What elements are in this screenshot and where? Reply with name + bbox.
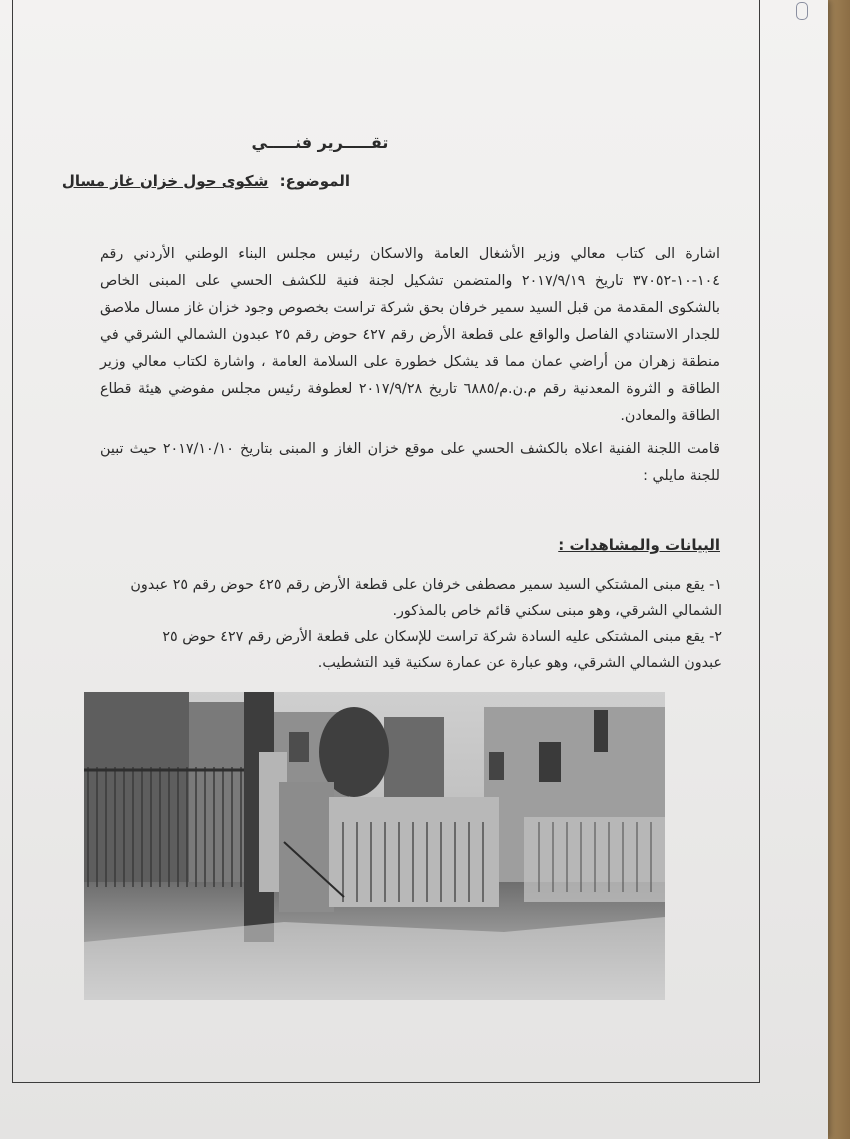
paragraph-intro: اشارة الى كتاب معالي وزير الأشغال العامة والاسكان رئيس مجلس البناء الوطني الأردني رقم ١٠٤-١٠-٣٧٠٥٢ تاريخ ٢٠١٧/٩/١٩ والمتضمن تشكيل لجنة فنية للكشف الحسي على المبنى الخاص بالشكوى المقدمة من قبل السيد سمير خرفان بحق شركة تراست بخصوص وجود خزان غاز مسال ملاصق للجدار الاستنادي الفاصل والواقع على قطعة الأرض رقم ٤٢٧ حوض رقم ٢٥ عبدون الشمالي الشرقي في منطقة زهران من أراضي عمان مما قد يشكل خطورة على السلامة العامة ، واشارة لكتاب معالي وزير الطاقة و الثروة المعدنية رقم م.ن.م/٦٨٨٥ تاريخ ٢٠١٧/٩/٢٨ لعطوفة رئيس مجلس مفوضي هيئة قطاع الطاقة والمعادن.	[100, 246, 720, 424]
site-photo	[84, 692, 665, 1000]
observations-list	[122, 572, 722, 676]
subject-label: الموضوع:	[279, 172, 350, 190]
list-item: ٢- يقع مبنى المشتكى عليه السادة شركة تراست للإسكان على قطعة الأرض رقم ٤٢٧ حوض ٢٥ عبدون الشمالي الشرقي، وهو عبارة عن عمارة سكنية قيد التشطيب.	[162, 629, 722, 671]
subject-text: شكوى حول خزان غاز مسال	[61, 172, 269, 190]
report-title: تقـــــرير فنـــــي	[251, 133, 389, 152]
paperclip-icon	[796, 2, 808, 20]
section-heading: البيانات والمشاهدات :	[558, 536, 720, 554]
list-item: ١- يقع مبنى المشتكي السيد سمير مصطفى خرفان على قطعة الأرض رقم ٤٢٥ حوض رقم ٢٥ عبدون الشمالي الشرقي، وهو مبنى سكني قائم خاص بالمذكور.	[130, 577, 722, 619]
subject-line	[62, 172, 350, 190]
paragraph-inspection: قامت اللجنة الفنية اعلاه بالكشف الحسي على موقع خزان الغاز و المبنى بتاريخ ٢٠١٧/١٠/١٠ حيث تبين للجنة مايلي :	[100, 441, 720, 484]
